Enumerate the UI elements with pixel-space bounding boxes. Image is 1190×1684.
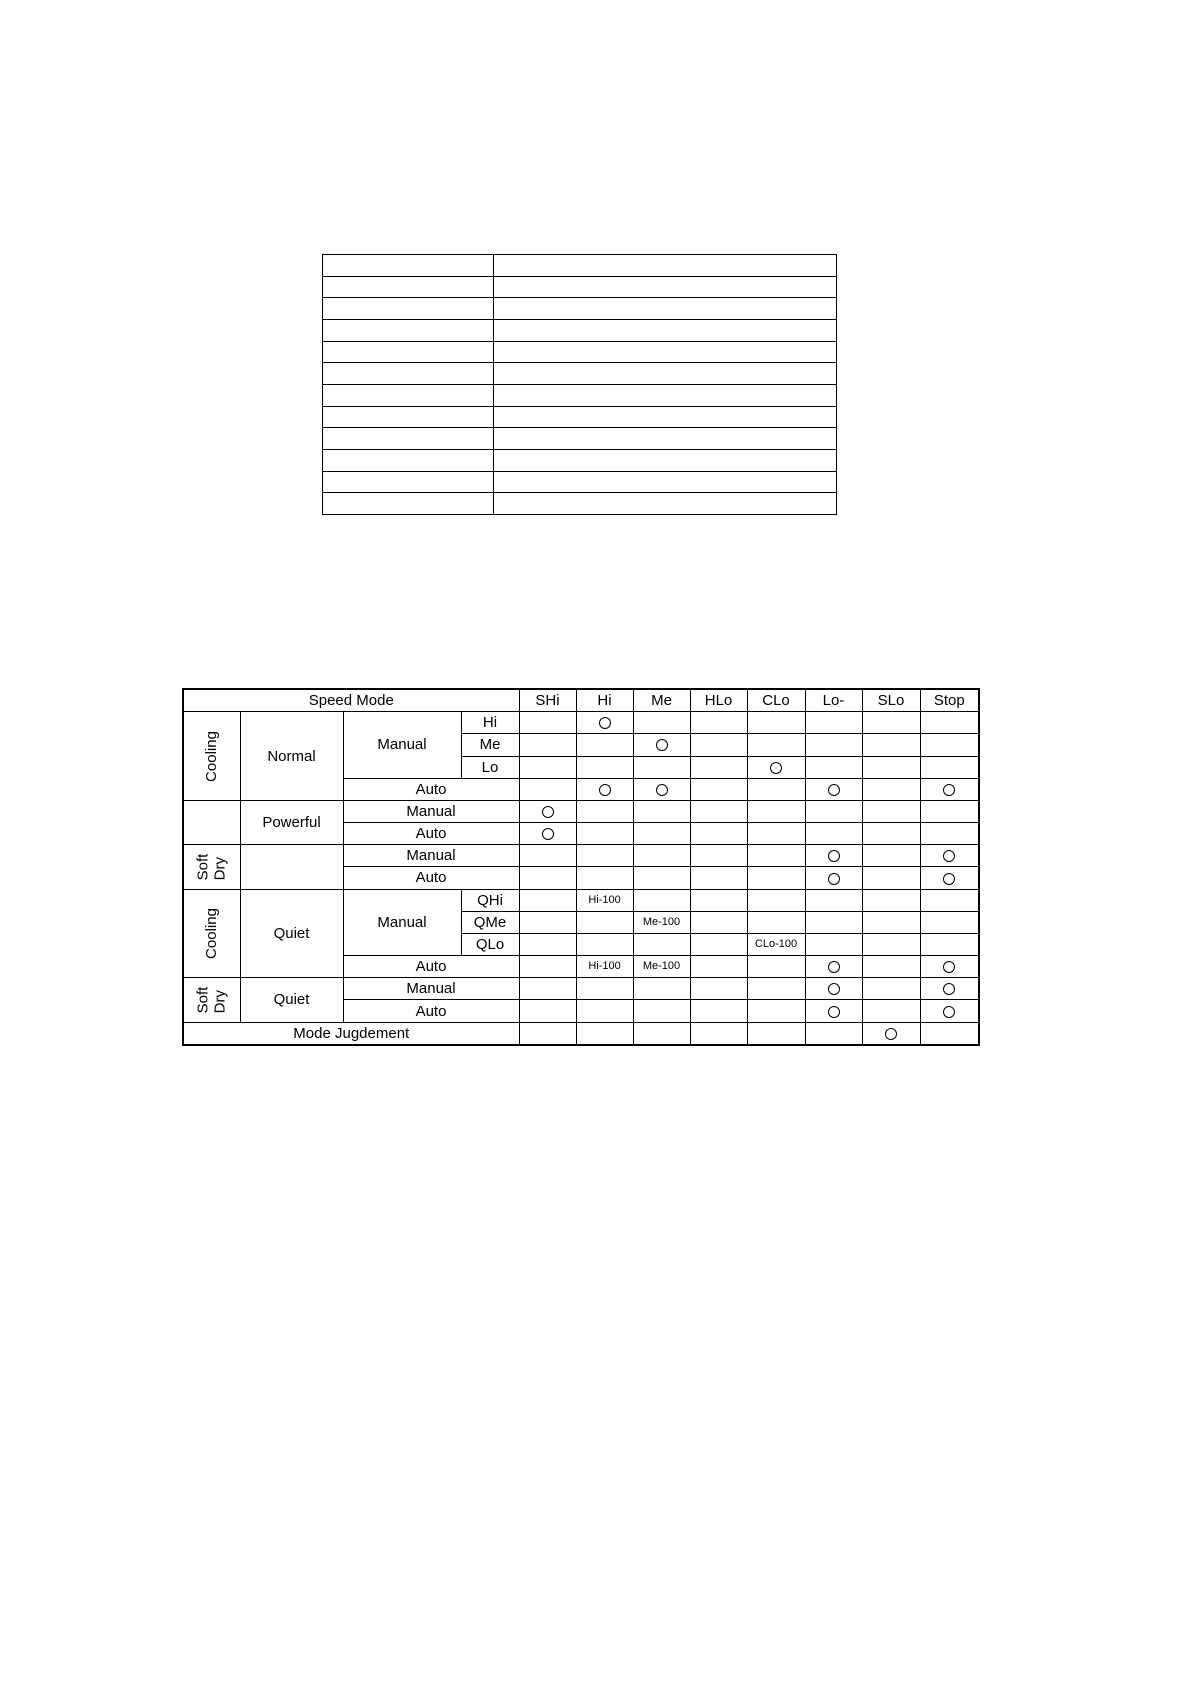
cooling-cont: [183, 800, 240, 844]
table-row: [183, 800, 979, 822]
table-row: [323, 363, 837, 385]
mark-cell: [805, 867, 862, 889]
table-cell: [323, 493, 494, 515]
table-row: [323, 493, 837, 515]
mark-cell: [920, 845, 979, 867]
table-cell: [323, 384, 494, 406]
circle-mark: [943, 784, 955, 796]
table-row: [323, 384, 837, 406]
table-cell: [494, 276, 837, 298]
table-cell: [494, 363, 837, 385]
manual-label: Manual: [343, 845, 519, 867]
col-header-stop: Stop: [920, 689, 979, 712]
circle-mark: [943, 850, 955, 862]
mark-cell: [805, 956, 862, 978]
group-cooling: [183, 712, 240, 801]
me-100-cell: Me-100: [633, 956, 690, 978]
dry-label: Dry: [211, 856, 229, 881]
mark-cell: [805, 978, 862, 1000]
mark-cell: [920, 778, 979, 800]
qme-label: QMe: [461, 911, 519, 933]
table-cell: [494, 493, 837, 515]
hi-label: Hi: [461, 712, 519, 734]
auto-label: Auto: [343, 867, 519, 889]
circle-mark: [828, 983, 840, 995]
circle-mark: [943, 983, 955, 995]
table-row: [183, 889, 979, 911]
table-cell: [323, 255, 494, 277]
circle-mark: [656, 784, 668, 796]
circle-mark: [599, 717, 611, 729]
group-soft-dry-quiet: [183, 978, 240, 1022]
clo-100-cell: CLo-100: [747, 933, 805, 955]
circle-mark: [770, 762, 782, 774]
group-soft-dry: [183, 845, 240, 889]
col-header-hlo: HLo: [690, 689, 747, 712]
cooling-label: Cooling: [203, 907, 221, 959]
mark-cell: [519, 823, 576, 845]
circle-mark: [828, 850, 840, 862]
hi-100-cell: Hi-100: [576, 956, 633, 978]
table-row: [323, 341, 837, 363]
table-cell: [494, 384, 837, 406]
table-row: [183, 845, 979, 867]
table-row: [323, 319, 837, 341]
speed-mode-header: Speed Mode: [183, 689, 519, 712]
col-header-shi: SHi: [519, 689, 576, 712]
circle-mark: [885, 1028, 897, 1040]
mode-judgement-label: Mode Jugdement: [183, 1022, 519, 1045]
speed-mode-table: [182, 688, 980, 1046]
table-cell: [494, 341, 837, 363]
circle-mark: [542, 828, 554, 840]
manual-label: Manual: [343, 800, 519, 822]
auto-label: Auto: [343, 778, 519, 800]
quiet-label: Quiet: [240, 978, 343, 1022]
col-header-lo-minus: Lo-: [805, 689, 862, 712]
col-header-slo: SLo: [862, 689, 920, 712]
mark-cell: [576, 712, 633, 734]
mark-cell: [920, 867, 979, 889]
auto-label: Auto: [343, 823, 519, 845]
cooling-label: Cooling: [203, 730, 221, 782]
table-row: [323, 406, 837, 428]
mark-cell: [920, 1000, 979, 1022]
mark-cell: [576, 778, 633, 800]
auto-label: Auto: [343, 956, 519, 978]
table-cell: [323, 406, 494, 428]
mark-cell: [747, 756, 805, 778]
mark-cell: [920, 978, 979, 1000]
manual-label: Manual: [343, 889, 461, 956]
circle-mark: [828, 1006, 840, 1018]
circle-mark: [828, 961, 840, 973]
table-cell: [323, 471, 494, 493]
table-row: [323, 276, 837, 298]
table-cell: [494, 449, 837, 471]
col-header-me: Me: [633, 689, 690, 712]
table-cell: [494, 319, 837, 341]
table-row: [323, 449, 837, 471]
table-cell: [323, 449, 494, 471]
col-header-clo: CLo: [747, 689, 805, 712]
table-cell: [323, 298, 494, 320]
circle-mark: [943, 1006, 955, 1018]
circle-mark: [828, 784, 840, 796]
table-cell: [323, 276, 494, 298]
table-cell: [323, 363, 494, 385]
manual-label: Manual: [343, 712, 461, 779]
table-row: [183, 712, 979, 734]
circle-mark: [599, 784, 611, 796]
table-cell: [494, 255, 837, 277]
table-cell: [494, 471, 837, 493]
circle-mark: [828, 873, 840, 885]
header-row: [183, 689, 979, 712]
normal-label: Normal: [240, 712, 343, 801]
lo-label: Lo: [461, 756, 519, 778]
circle-mark: [542, 806, 554, 818]
mark-cell: [805, 1000, 862, 1022]
table-cell: [494, 428, 837, 450]
mark-cell: [633, 778, 690, 800]
mark-cell: [862, 1022, 920, 1045]
mark-cell: [920, 956, 979, 978]
auto-label: Auto: [343, 1000, 519, 1022]
mark-cell: [519, 800, 576, 822]
me-100-cell: Me-100: [633, 911, 690, 933]
powerful-label: Powerful: [240, 800, 343, 844]
table-cell: [323, 428, 494, 450]
table-cell: [494, 298, 837, 320]
circle-mark: [943, 961, 955, 973]
table-row: [323, 428, 837, 450]
qlo-label: QLo: [461, 933, 519, 955]
table-row: [323, 255, 837, 277]
hi-100-cell: Hi-100: [576, 889, 633, 911]
dry-label: Dry: [211, 989, 229, 1014]
table-cell: [323, 319, 494, 341]
table-row: [323, 298, 837, 320]
empty-subgroup: [240, 845, 343, 889]
quiet-label: Quiet: [240, 889, 343, 978]
circle-mark: [656, 739, 668, 751]
group-cooling-quiet: [183, 889, 240, 978]
table-row: [323, 471, 837, 493]
table-cell: [323, 341, 494, 363]
me-label: Me: [461, 734, 519, 756]
circle-mark: [943, 873, 955, 885]
table-cell: [494, 406, 837, 428]
mark-cell: [633, 734, 690, 756]
mark-cell: [805, 845, 862, 867]
soft-label: Soft: [194, 853, 212, 881]
manual-label: Manual: [343, 978, 519, 1000]
col-header-hi: Hi: [576, 689, 633, 712]
table-row: [183, 978, 979, 1000]
blank-table: [322, 254, 837, 515]
mark-cell: [805, 778, 862, 800]
qhi-label: QHi: [461, 889, 519, 911]
table-row: [183, 1022, 979, 1045]
soft-label: Soft: [194, 986, 212, 1014]
